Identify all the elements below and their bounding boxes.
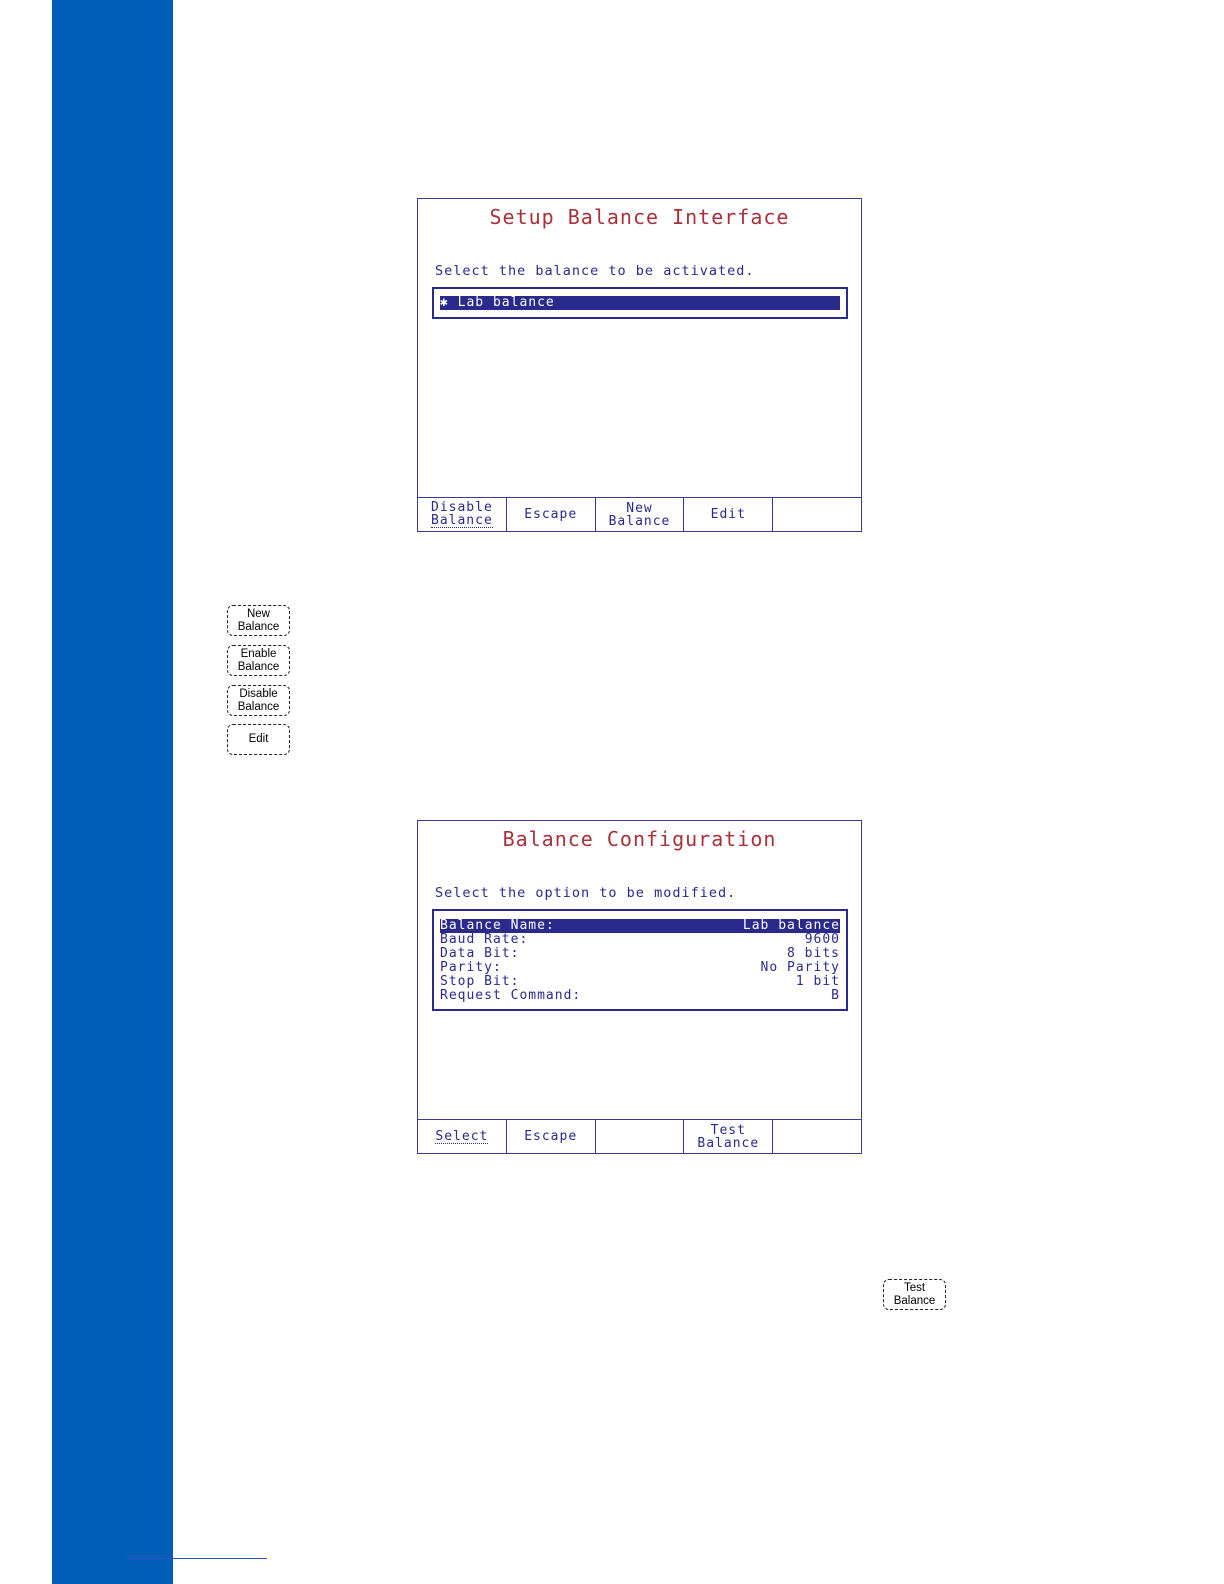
softkey-disable-balance[interactable]: Disable Balance [418, 498, 507, 531]
new-balance-key-icon: New Balance [227, 605, 290, 636]
softkey-bar [418, 497, 861, 531]
softkey-empty [773, 498, 861, 531]
footnote-rule [126, 1558, 267, 1559]
test-balance-key-icon: Test Balance [883, 1279, 946, 1310]
balance-list [432, 287, 848, 319]
option-baud-rate[interactable]: Baud Rate: 9600 [440, 932, 840, 947]
option-data-bit[interactable]: Data Bit: 8 bits [440, 946, 840, 961]
edit-key-icon: Edit [227, 724, 290, 755]
screen-prompt: Select the balance to be activated. [435, 263, 755, 279]
option-stop-bit[interactable]: Stop Bit: 1 bit [440, 974, 840, 989]
option-request-command[interactable]: Request Command: B [440, 988, 840, 1003]
balance-configuration-screen [417, 820, 862, 1154]
softkey-escape[interactable]: Escape [507, 1120, 596, 1153]
softkey-bar [418, 1119, 861, 1153]
option-parity[interactable]: Parity: No Parity [440, 960, 840, 975]
softkey-select[interactable]: Select [418, 1120, 507, 1153]
softkey-empty [773, 1120, 861, 1153]
enable-balance-key-icon: Enable Balance [227, 645, 290, 676]
list-item-lab-balance[interactable] [440, 296, 840, 310]
config-options-list [432, 909, 848, 1011]
list-item-label: ✱ Lab balance [440, 295, 555, 310]
softkey-empty [596, 1120, 685, 1153]
softkey-edit[interactable]: Edit [684, 498, 773, 531]
screen-title: Setup Balance Interface [489, 205, 790, 229]
screen-title: Balance Configuration [502, 827, 777, 851]
disable-balance-key-icon: Disable Balance [227, 685, 290, 716]
softkey-escape[interactable]: Escape [507, 498, 596, 531]
setup-balance-screen [417, 198, 862, 532]
softkey-test-balance[interactable]: Test Balance [684, 1120, 773, 1153]
side-color-bar [52, 0, 173, 1584]
option-balance-name[interactable]: Balance Name: Lab balance [440, 918, 840, 933]
softkey-new-balance[interactable]: New Balance [596, 498, 685, 531]
screen-prompt: Select the option to be modified. [435, 885, 737, 901]
